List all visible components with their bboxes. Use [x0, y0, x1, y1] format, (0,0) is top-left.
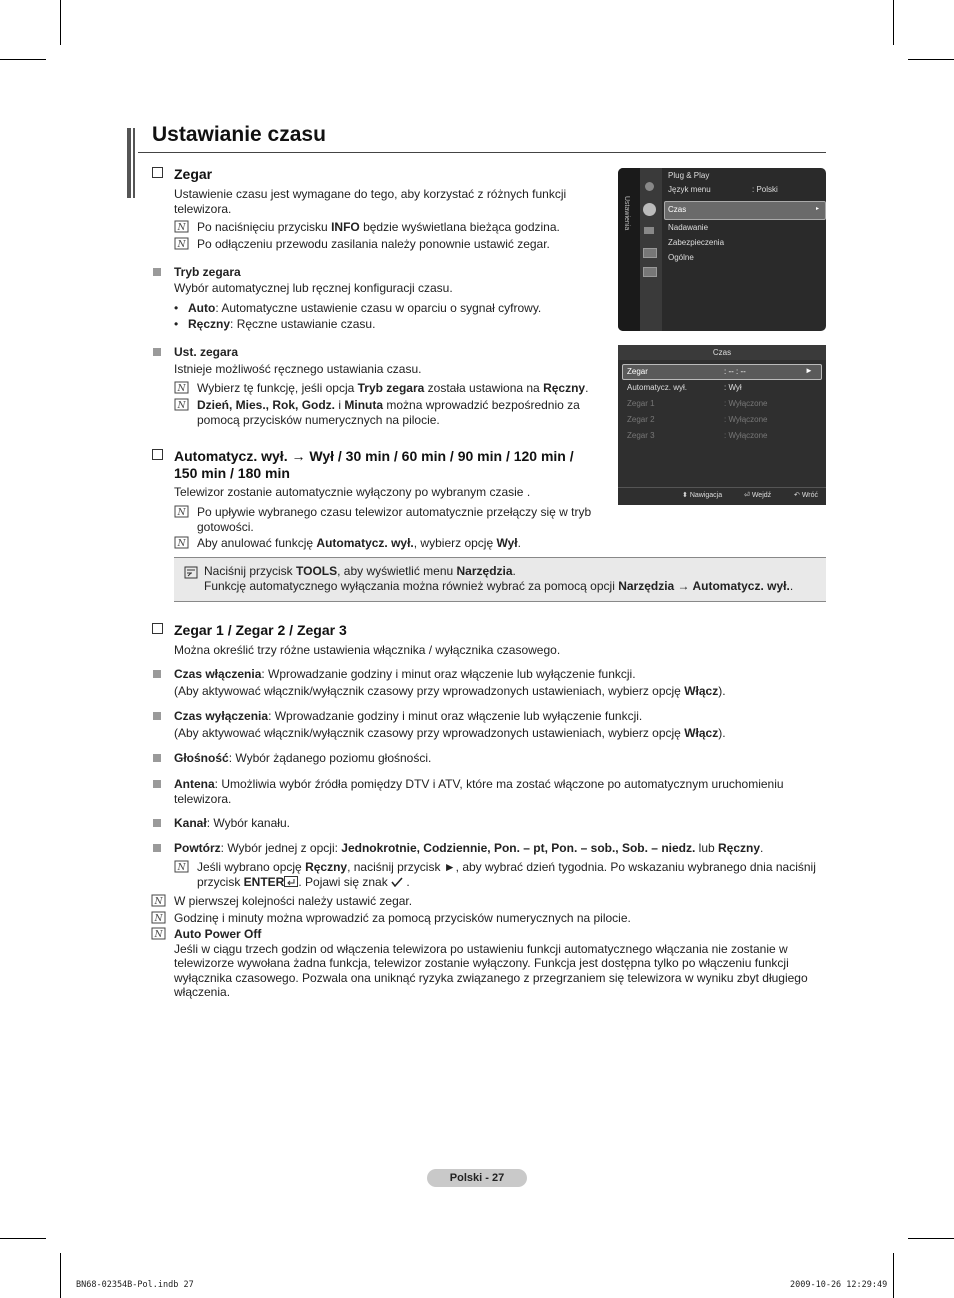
item-antena: Antena: Umożliwia wybór źródła pomiędzy DTV i ATV, które ma zostać włączone po automatycznym uruchomieniu telewizora. — [174, 777, 784, 806]
item-glosnosc: Głośność: Wybór żądanego poziomu głośności. — [174, 751, 432, 765]
crop-mark — [893, 0, 894, 45]
tools-icon — [184, 566, 198, 579]
picture-icon — [645, 182, 654, 191]
imprint-date: 2009-10-26 12:29:49 — [790, 1280, 888, 1290]
nav-hint: ⬍ Nawigacja — [682, 492, 723, 499]
enter-hint: ⏎ Wejdź — [744, 492, 772, 499]
svg-text:N: N — [177, 223, 186, 233]
crop-mark — [60, 1253, 61, 1298]
svg-text:N: N — [154, 897, 163, 907]
note-manual-day: N Jeśli wybrano opcję Ręczny, naciśnij przycisk ►, aby wybrać dzień tygodnia. Po wskazaniu wybranego dnia naciśnij przycisk ENTER . Pojawi się znak . — [174, 860, 816, 889]
section-heading-auto-off: Automatycz. wył. → Wył / 30 min / 60 min / 90 min / 120 min / 150 min / 180 min — [152, 448, 574, 482]
square-bullet-icon — [153, 268, 161, 276]
back-hint: ↶ Wróć — [794, 492, 819, 499]
crop-mark — [908, 1238, 954, 1239]
item-powtorz: Powtórz: Wybór jednej z opcji: Jednokrotnie, Codziennie, Pon. – pt, Pon. – sob., Sob. – niedz. lub Ręczny. — [174, 841, 764, 855]
zegar-intro: Ustawienie czasu jest wymagane do tego, aby korzystać z różnych funkcji telewizora. — [174, 187, 567, 216]
note-first-clock: N W pierwszej kolejności należy ustawić zegar. — [151, 894, 412, 909]
menu-item-ogolne[interactable]: Ogólne — [668, 253, 694, 262]
bullet-reczny: • Ręczny: Ręczne ustawianie czasu. — [174, 317, 376, 331]
updown-icon: ⬍ — [682, 492, 688, 499]
crop-mark — [60, 0, 61, 45]
tryb-label: Tryb zegara — [174, 265, 241, 279]
input-icon — [643, 248, 657, 258]
menu-language-value: : Polski — [752, 185, 778, 194]
tv-menu-settings — [618, 168, 826, 331]
imprint-file: BN68-02354B-Pol.indb 27 — [76, 1280, 194, 1290]
arrow-right-icon: ► — [805, 366, 813, 375]
page-number: Polski - 27 — [427, 1169, 527, 1187]
section-heading-zegar: Zegar — [152, 166, 212, 183]
bullet-auto: • Auto: Automatyczne ustawienie czasu w oparciu o sygnał cyfrowy. — [174, 301, 542, 315]
czas-menu-title: Czas — [712, 348, 732, 357]
tv-menu-czas — [618, 345, 826, 505]
note-icon — [174, 237, 189, 250]
return-icon: ↶ — [794, 492, 800, 499]
checkmark-icon — [391, 877, 403, 887]
svg-text:N: N — [177, 240, 186, 250]
svg-text:N: N — [177, 539, 186, 549]
row-zegar-label[interactable]: Zegar — [627, 367, 648, 376]
note-standby: N Po upływie wybranego czasu telewizor automatycznie przełączy się w tryb gotowości. — [174, 505, 591, 534]
note-icon — [151, 894, 166, 907]
item-czas-wylaczenia: Czas wyłączenia: Wprowadzanie godziny i minut oraz włączenie lub wyłączenie funkcji. (Aby aktywować włącznik/wyłącznik czasowy przy wprowadzonych ustawieniach, wybierz opcję Włącz). — [174, 709, 726, 740]
square-bullet-icon — [153, 754, 161, 762]
square-bullet-icon — [153, 844, 161, 852]
menu-side-label: Ustawienia — [623, 196, 630, 231]
auto-desc: Telewizor zostanie automatycznie wyłączony po wybranym czasie . — [174, 485, 531, 499]
note-info: N Po naciśnięciu przycisku INFO będzie wyświetlana bieżąca godzina. — [174, 220, 560, 235]
row-zegar2-label[interactable]: Zegar 2 — [627, 415, 655, 424]
note-numeric: N Dzień, Mies., Rok, Godz. i Minuta można wprowadzić bezpośrednio za pomocą przycisków numerycznych na pilocie. — [174, 398, 580, 427]
row-highlight[interactable] — [622, 364, 822, 380]
page-title: Ustawianie czasu — [152, 123, 326, 146]
menu-item-zabezpieczenia[interactable]: Zabezpieczenia — [668, 238, 725, 247]
note-icon — [151, 911, 166, 924]
svg-text:N: N — [177, 384, 186, 394]
square-bullet-icon — [153, 780, 161, 788]
gear-icon — [643, 203, 656, 216]
note-icon — [174, 398, 189, 411]
square-bullet-icon — [153, 712, 161, 720]
item-kanal: Kanał: Wybór kanału. — [174, 816, 290, 830]
menu-item-czas[interactable]: Czas — [668, 205, 687, 214]
arrow-right-icon: ▸ — [816, 206, 820, 212]
note-icon — [174, 505, 189, 518]
note-icon — [174, 381, 189, 394]
menu-item-czas-highlight[interactable] — [664, 201, 826, 220]
tryb-desc: Wybór automatycznej lub ręcznej konfiguracji czasu. — [174, 281, 453, 295]
row-zegar3-label[interactable]: Zegar 3 — [627, 431, 655, 440]
row-zegar1-label[interactable]: Zegar 1 — [627, 399, 655, 408]
crop-mark — [908, 59, 954, 60]
note-numeric-remote: N Godzinę i minuty można wprowadzić za pomocą przycisków numerycznych na pilocie. — [151, 911, 631, 926]
enter-icon — [284, 876, 298, 887]
row-zegar-value: : -- : -- — [724, 367, 746, 376]
note-power: N Po odłączeniu przewodu zasilania należy ponownie ustawić zegar. — [174, 237, 550, 252]
note-icon — [174, 860, 189, 873]
row-zegar2-value: : Wyłączone — [724, 415, 768, 424]
section-heading-timers: Zegar 1 / Zegar 2 / Zegar 3 — [152, 622, 347, 639]
tools-tip-box — [174, 557, 826, 602]
channel-icon — [644, 227, 654, 234]
note-icon — [151, 927, 166, 940]
row-zegar1-value: : Wyłączone — [724, 399, 768, 408]
svg-text:N: N — [177, 401, 186, 411]
note-icon — [174, 536, 189, 549]
note-tryb: N Wybierz tę funkcję, jeśli opcja Tryb zegara została ustawiona na Ręczny. — [174, 381, 588, 396]
ust-desc: Istnieje możliwość ręcznego ustawiania czasu. — [174, 362, 422, 376]
crop-mark — [893, 1253, 894, 1298]
svg-text:N: N — [154, 914, 163, 924]
row-auto-off-value: : Wył — [724, 383, 742, 392]
crop-mark — [0, 59, 46, 60]
row-auto-off-label[interactable]: Automatycz. wył. — [627, 383, 688, 392]
square-bullet-icon — [153, 819, 161, 827]
note-icon — [174, 220, 189, 233]
note-auto-power-off: N Auto Power Off Jeśli w ciągu trzech godzin od włączenia telewizora po ustawieniu funkcji automatycznego włączania nie zostanie w telewizorze wywołana żadna funkcja, telewizor zostanie wyłączony. Funkcja jest dostępna tylko po włączeniu funkcji wyłącznika czasowego. Pozwala ona uniknąć ryzyka związanego z przegrzaniem się telewizora w wyniku zbyt długiego włączenia. — [151, 927, 808, 1000]
menu-item-language[interactable]: Język menu — [668, 185, 711, 194]
item-czas-wlaczenia: Czas włączenia: Wprowadzanie godziny i minut oraz włączenie lub wyłączenie funkcji. (Aby aktywować włącznik/wyłącznik czasowy przy wprowadzonych ustawieniach, wybierz opcję Włącz). — [174, 667, 726, 698]
row-zegar3-value: : Wyłączone — [724, 431, 768, 440]
timers-desc: Można określić trzy różne ustawienia włącznika / wyłącznika czasowego. — [174, 643, 561, 657]
crop-mark — [0, 1238, 46, 1239]
application-icon — [643, 267, 657, 277]
title-rule — [138, 152, 826, 153]
tools-text: Naciśnij przycisk TOOLS, aby wyświetlić menu Narzędzia. Funkcję automatycznego wyłączania można również wybrać za pomocą opcji Narzędzia → Automatycz. wył.. — [204, 564, 794, 593]
square-bullet-icon — [153, 348, 161, 356]
square-bullet-icon — [153, 670, 161, 678]
svg-text:N: N — [154, 930, 163, 940]
menu-item-nadawanie[interactable]: Nadawanie — [668, 223, 709, 232]
svg-text:N: N — [177, 508, 186, 518]
note-cancel: N Aby anulować funkcję Automatycz. wył., wybierz opcję Wył. — [174, 536, 521, 551]
svg-text:N: N — [177, 863, 186, 873]
enter-icon: ⏎ — [744, 492, 750, 499]
ust-label: Ust. zegara — [174, 345, 239, 359]
menu-item-plug-play[interactable]: Plug & Play — [668, 171, 710, 180]
